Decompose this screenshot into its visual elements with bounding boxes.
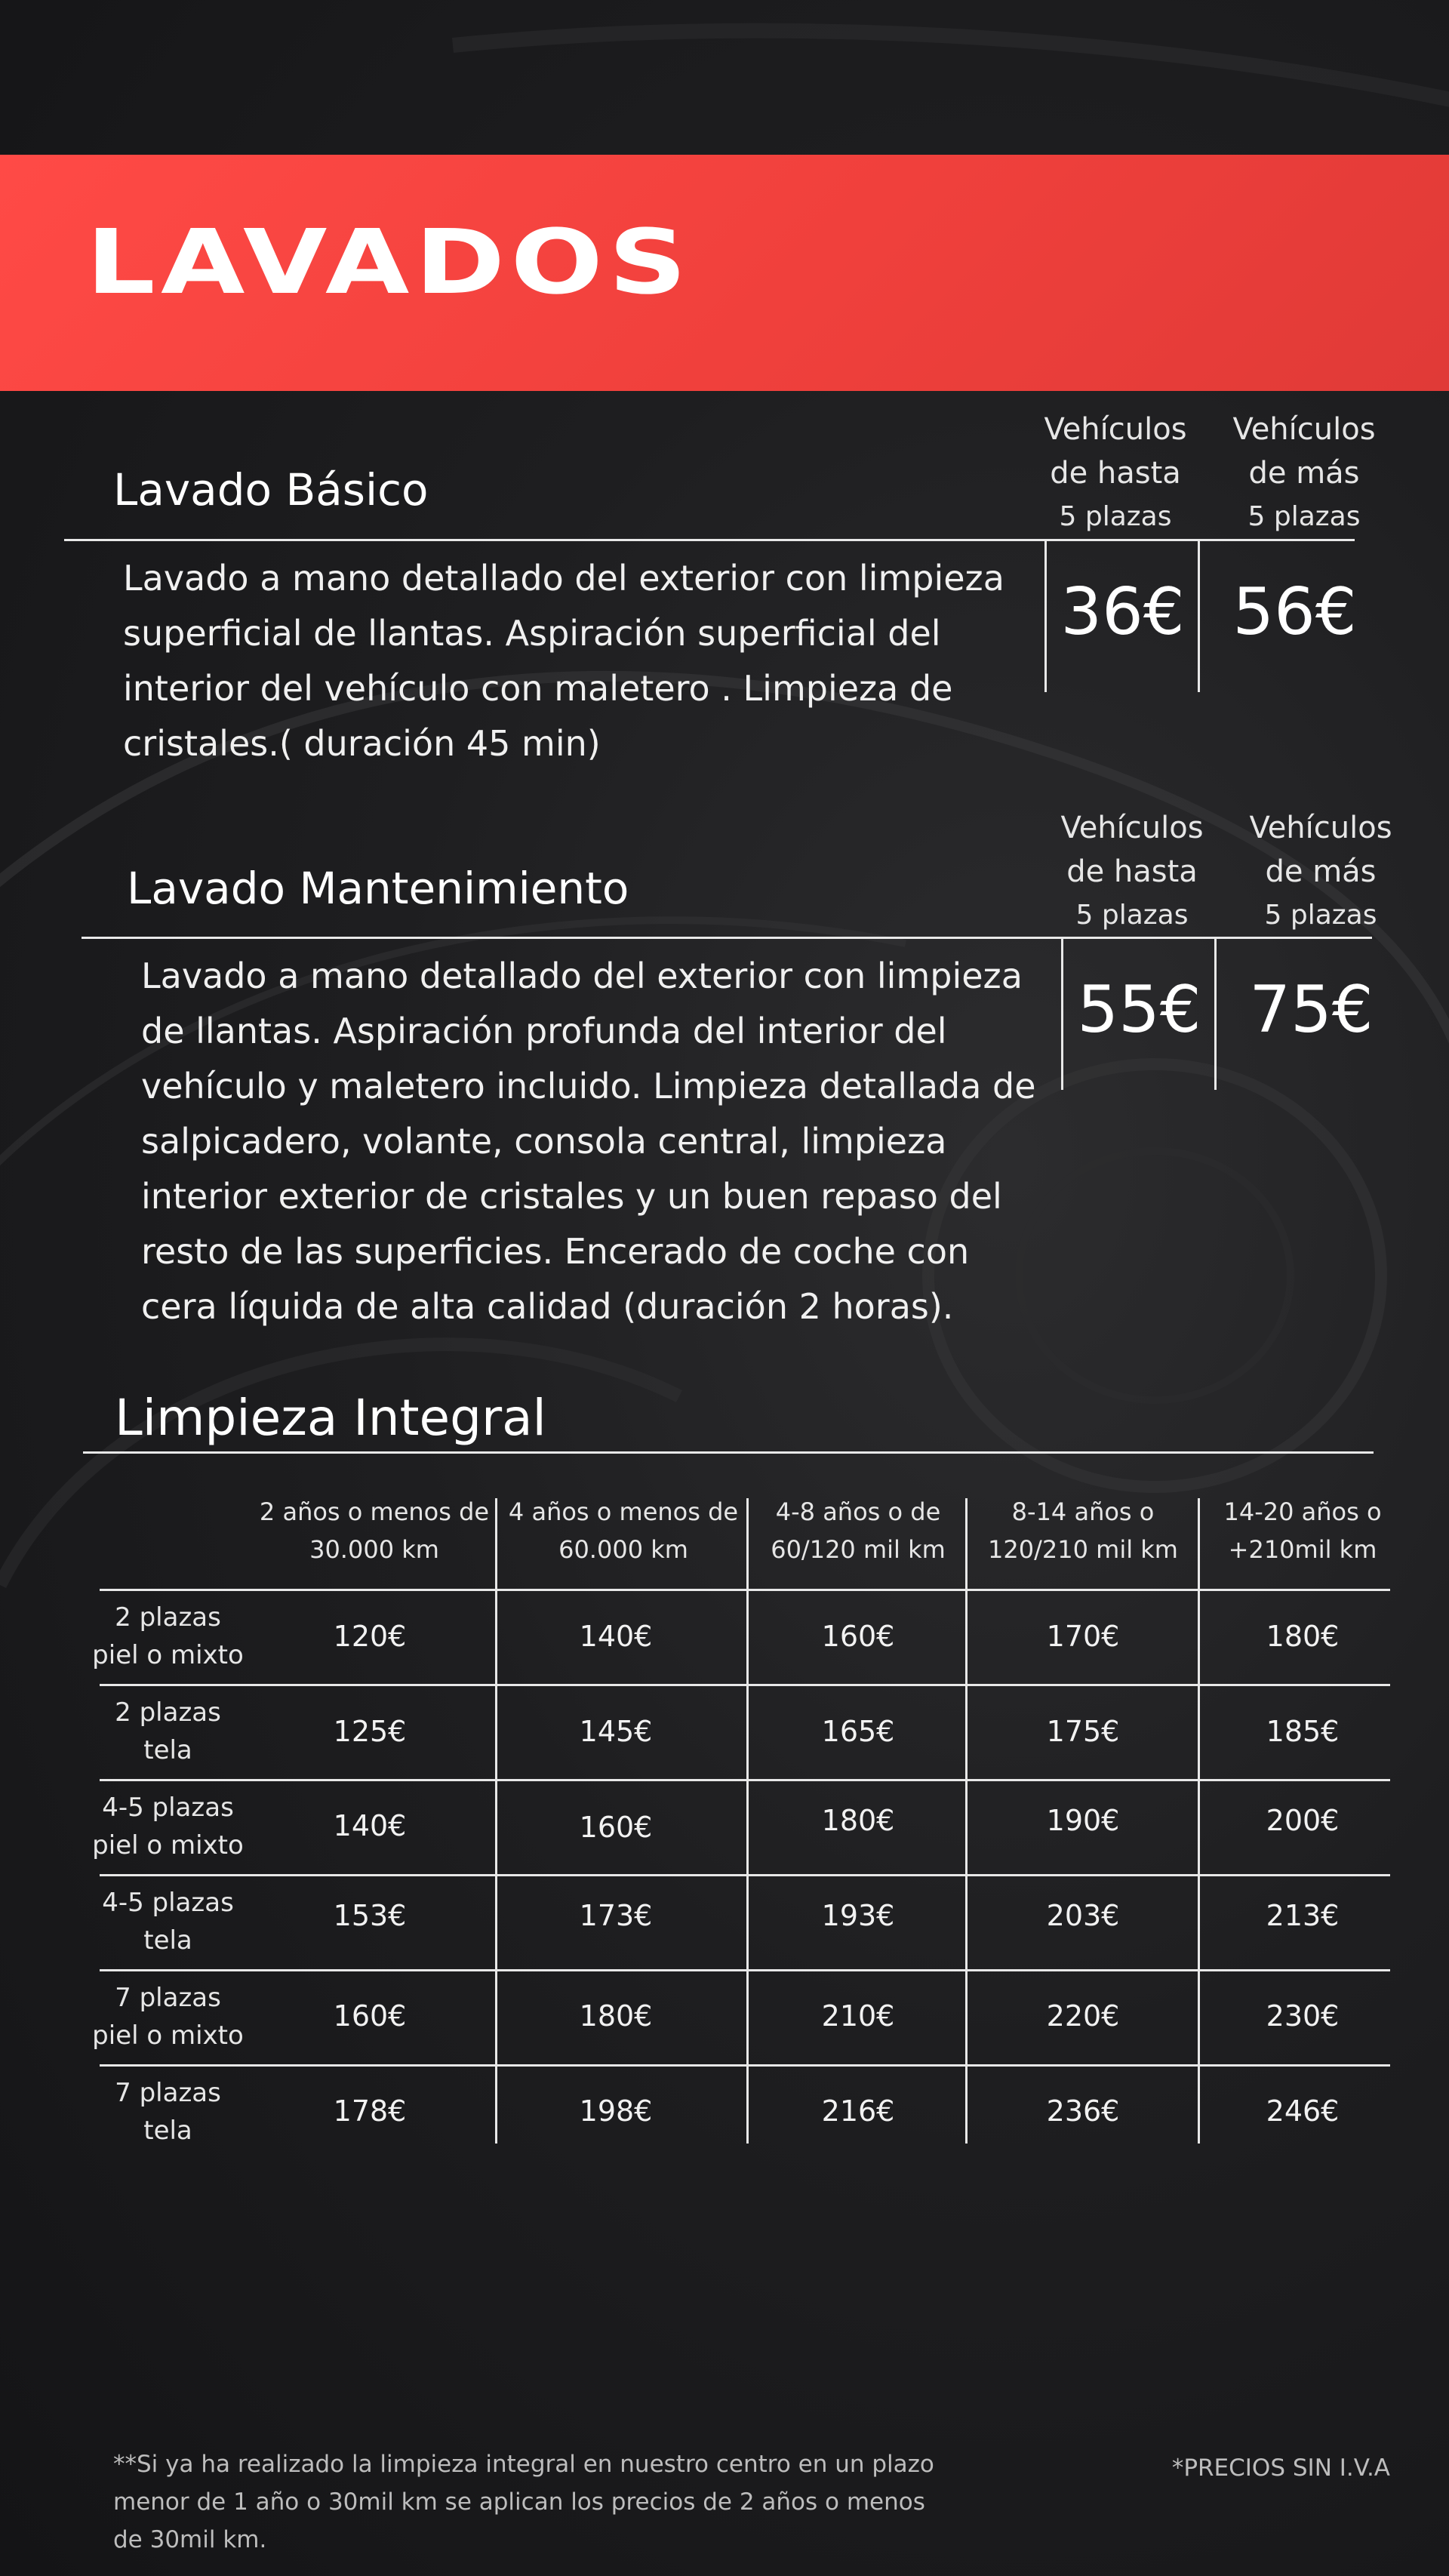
integral-row-label: 2 plazas piel o mixto	[92, 1602, 244, 1670]
mantenimiento-title: Lavado Mantenimiento	[127, 863, 629, 914]
integral-title: Limpieza Integral	[115, 1389, 546, 1447]
basico-col1-line	[1044, 541, 1047, 692]
integral-row-label: 4-5 plazas piel o mixto	[92, 1793, 244, 1860]
basico-description: Lavado a mano detallado del exterior con limpieza superficial de llantas. Aspiración superficial del interior del vehículo con maletero . Limpieza de cristales.( duración 45 min)	[123, 558, 1004, 764]
mantenimiento-description: Lavado a mano detallado del exterior con limpieza de llantas. Aspiración profunda del interior del vehículo y maletero incluido. Limpieza detallada de salpicadero, volante, consola central, limpieza interior exterior de cristales y un buen repaso del resto de las superficies. Encerado de coche con cera líquida de alta calidad (duración 2 horas).	[141, 956, 1036, 1327]
integral-cell: 220€	[1046, 1999, 1120, 2033]
mantenimiento-col2-header: Vehículos de más 5 plazas	[1249, 811, 1392, 931]
integral-cell: 198€	[579, 2094, 653, 2128]
iva-note: *PRECIOS SIN I.V.A	[1171, 2454, 1390, 2482]
integral-row-label: 7 plazas piel o mixto	[92, 1983, 244, 2051]
integral-vline-1	[495, 1498, 497, 2144]
integral-cell: 120€	[333, 1620, 407, 1653]
integral-cell: 190€	[1046, 1804, 1120, 1837]
integral-hline-3	[100, 1779, 1390, 1781]
integral-cell: 165€	[821, 1715, 895, 1748]
integral-cell: 246€	[1266, 2094, 1340, 2128]
integral-row-label: 4-5 plazas tela	[102, 1888, 234, 1956]
integral-cell: 236€	[1046, 2094, 1120, 2128]
integral-cell: 193€	[821, 1899, 895, 1932]
integral-hline-6	[100, 2064, 1390, 2067]
integral-hline-1	[100, 1589, 1390, 1591]
integral-cell: 185€	[1266, 1715, 1340, 1748]
mantenimiento-col1-header: Vehículos de hasta 5 plazas	[1060, 811, 1204, 931]
footnote: **Si ya ha realizado la limpieza integral en nuestro centro en un plazo menor de 1 año o 30mil km se aplican los precios de 2 años o menos de 30mil km.	[113, 2451, 934, 2553]
integral-cell: 170€	[1046, 1620, 1120, 1653]
integral-hline-4	[100, 1874, 1390, 1876]
integral-divider	[83, 1451, 1374, 1454]
integral-cell: 213€	[1266, 1899, 1340, 1932]
integral-cell: 210€	[821, 1999, 895, 2033]
integral-cell: 216€	[821, 2094, 895, 2128]
integral-col-header-4: 8-14 años o 120/210 mil km	[988, 1497, 1178, 1564]
integral-row-label: 2 plazas tela	[115, 1697, 221, 1765]
mantenimiento-price-mas-5: 75€	[1249, 972, 1374, 1048]
integral-hline-5	[100, 1969, 1390, 1971]
basico-col2-header: Vehículos de más 5 plazas	[1232, 412, 1376, 532]
integral-cell: 180€	[821, 1804, 895, 1837]
page-title: LAVADOS	[86, 210, 693, 314]
integral-cell: 160€	[333, 1999, 407, 2033]
integral-cell: 203€	[1046, 1899, 1120, 1932]
basico-col1-header: Vehículos de hasta 5 plazas	[1044, 412, 1187, 532]
basico-price-hasta-5: 36€	[1060, 574, 1185, 650]
integral-cell: 175€	[1046, 1715, 1120, 1748]
integral-cell: 173€	[579, 1899, 653, 1932]
integral-col-header-3: 4-8 años o de 60/120 mil km	[771, 1497, 946, 1564]
basico-title: Lavado Básico	[113, 464, 429, 516]
integral-cell: 145€	[579, 1715, 653, 1748]
integral-cell: 230€	[1266, 1999, 1340, 2033]
integral-cell: 140€	[579, 1620, 653, 1653]
integral-col-header-1: 2 años o menos de 30.000 km	[259, 1497, 490, 1564]
integral-cell: 153€	[333, 1899, 407, 1932]
integral-row-label: 7 plazas tela	[115, 2078, 221, 2146]
integral-col-header-5: 14-20 años o +210mil km	[1223, 1497, 1382, 1564]
basico-col2-line	[1198, 541, 1200, 692]
mantenimiento-col1-line	[1061, 939, 1063, 1090]
mantenimiento-col2-line	[1214, 939, 1217, 1090]
integral-hline-2	[100, 1684, 1390, 1686]
integral-cell: 160€	[821, 1620, 895, 1653]
mantenimiento-price-hasta-5: 55€	[1077, 972, 1201, 1048]
integral-cell: 180€	[1266, 1620, 1340, 1653]
basico-divider	[64, 539, 1355, 541]
integral-cell: 140€	[333, 1809, 407, 1842]
basico-price-mas-5: 56€	[1232, 574, 1357, 650]
integral-cell: 180€	[579, 1999, 653, 2033]
integral-cell: 160€	[579, 1811, 653, 1844]
integral-cell: 178€	[333, 2094, 407, 2128]
integral-col-header-2: 4 años o menos de 60.000 km	[508, 1497, 739, 1564]
integral-cell: 125€	[333, 1715, 407, 1748]
mantenimiento-divider	[82, 937, 1372, 939]
integral-cell: 200€	[1266, 1804, 1340, 1837]
